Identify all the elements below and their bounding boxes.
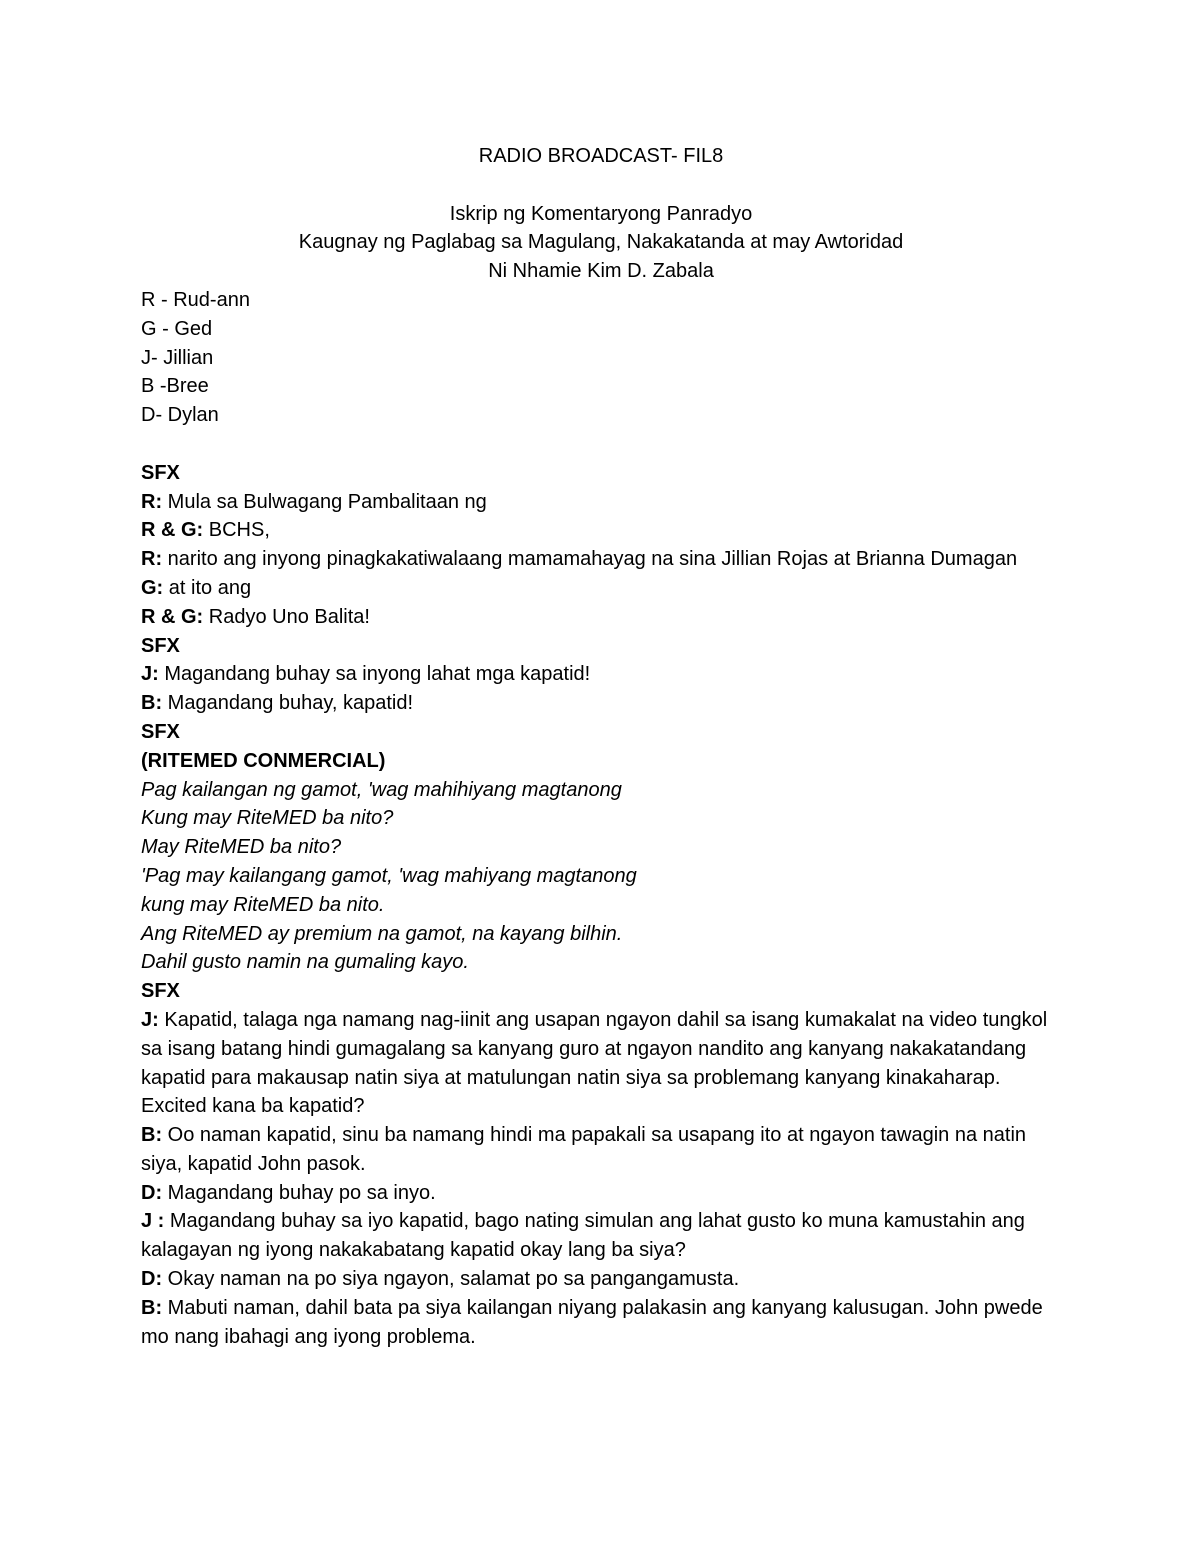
commercial-heading: (RITEMED CONMERCIAL): [141, 749, 386, 772]
speaker-label: R:: [141, 548, 163, 571]
dialogue-line: [141, 689, 1061, 718]
document-body: [141, 142, 1061, 1351]
dialogue-text: Magandang buhay sa inyong lahat mga kapatid!: [158, 663, 591, 686]
speaker-label: B:: [141, 1296, 163, 1319]
dialogue-line: [141, 1207, 1061, 1265]
cast-item: G - Ged: [141, 317, 213, 340]
dialogue-text: Kapatid, talaga nga namang nag-iinit ang usapan ngayon dahil sa isang kumakalat na video tungkol sa isang batang hindi gumagalang sa kanyang guro at ngayon nandito ang kanyang nakakatandang kapatid para makausap natin siya at matulungan natin siya sa problemang kanyang kinakaharap. Excited kana ba kapatid?: [141, 1008, 1048, 1118]
speaker-label: D:: [141, 1268, 163, 1291]
dialogue-line: [141, 1265, 1061, 1294]
dialogue-text: Okay naman na po siya ngayon, salamat po sa pangangamusta.: [162, 1268, 740, 1291]
cast-item: D- Dylan: [141, 404, 219, 427]
dialogue-line: [141, 488, 1061, 517]
speaker-label: D:: [141, 1181, 163, 1204]
dialogue-text: BCHS,: [203, 519, 270, 542]
dialogue-line: [141, 1179, 1061, 1208]
cast-list: [141, 286, 1061, 430]
sound-cue: SFX: [141, 980, 180, 1003]
document-title: RADIO BROADCAST- FIL8: [478, 145, 724, 167]
sound-cue: SFX: [141, 634, 180, 657]
dialogue-text: Magandang buhay, kapatid!: [162, 692, 414, 715]
dialogue-line: [141, 516, 1061, 545]
speaker-label: G:: [141, 576, 164, 599]
dialogue-line: [141, 574, 1061, 603]
jingle-line: kung may RiteMED ba nito.: [141, 893, 385, 916]
speaker-label: J:: [141, 1008, 159, 1031]
speaker-label: J :: [141, 1210, 165, 1233]
jingle-line: May RiteMED ba nito?: [141, 836, 342, 859]
dialogue-line: [141, 660, 1061, 689]
dialogue-line: [141, 1121, 1061, 1179]
jingle-line: Kung may RiteMED ba nito?: [141, 807, 394, 830]
speaker-label: B:: [141, 1124, 163, 1147]
document-subtitle: Iskrip ng Komentaryong Panradyo: [449, 202, 753, 225]
jingle-line: Pag kailangan ng gamot, 'wag mahihiyang magtanong: [141, 778, 622, 801]
jingle-line: Ang RiteMED ay premium na gamot, na kayang bilhin.: [141, 922, 623, 945]
dialogue-text: Oo naman kapatid, sinu ba namang hindi ma papakali sa usapang ito at ngayon tawagin na natin siya, kapatid John pasok.: [141, 1124, 1027, 1175]
dialogue-line: [141, 603, 1061, 632]
script-body: [141, 459, 1061, 1352]
dialogue-line: [141, 1294, 1061, 1352]
document-author: Ni Nhamie Kim D. Zabala: [488, 260, 714, 283]
sound-cue: SFX: [141, 720, 180, 743]
dialogue-text: Radyo Uno Balita!: [203, 605, 370, 628]
dialogue-text: Magandang buhay sa iyo kapatid, bago nating simulan ang lahat gusto ko muna kamustahin ang kalagayan ng iyong nakakabatang kapatid okay lang ba siya?: [141, 1210, 1025, 1262]
jingle-line: 'Pag may kailangang gamot, 'wag mahiyang magtanong: [141, 864, 637, 887]
dialogue-text: at ito ang: [163, 576, 252, 599]
dialogue-text: Mula sa Bulwagang Pambalitaan ng: [162, 490, 487, 513]
document-topic: Kaugnay ng Paglabag sa Magulang, Nakakatanda at may Awtoridad: [298, 231, 904, 254]
jingle-line: Dahil gusto namin na gumaling kayo.: [141, 951, 469, 974]
dialogue-line: [141, 545, 1061, 574]
title-block: [141, 142, 1061, 286]
speaker-label: B:: [141, 692, 163, 715]
speaker-label: R & G:: [141, 605, 204, 628]
dialogue-text: Mabuti naman, dahil bata pa siya kailangan niyang palakasin ang kanyang kalusugan. John pwede mo nang ibahagi ang iyong problema.: [141, 1296, 1043, 1348]
speaker-label: J:: [141, 663, 159, 686]
cast-item: R - Rud-ann: [141, 288, 250, 311]
dialogue-text: Magandang buhay po sa inyo.: [162, 1181, 436, 1204]
cast-item: J- Jillian: [141, 346, 214, 369]
dialogue-line: [141, 1006, 1061, 1121]
speaker-label: R & G:: [141, 519, 204, 542]
sound-cue: SFX: [141, 461, 180, 484]
cast-item: B -Bree: [141, 375, 209, 398]
dialogue-text: narito ang inyong pinagkakatiwalaang mamamahayag na sina Jillian Rojas at Brianna Dumagan: [162, 548, 1018, 571]
speaker-label: R:: [141, 490, 163, 513]
